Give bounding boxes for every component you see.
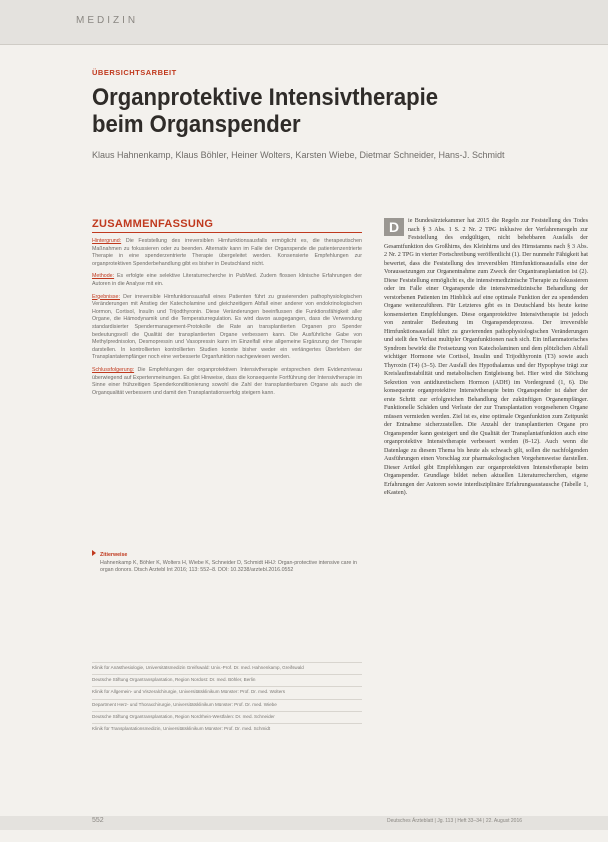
citation-label: Zitierweise — [100, 552, 128, 558]
footnote: Klinik für Transplantationsmedizin, Universitätsklinikum Münster: Prof. Dr. med. Schmidt — [92, 723, 362, 735]
footnote: Klinik für Anästhesiologie, Universitätsmedizin Greifswald: Univ.-Prof. Dr. med. Hahnenkamp, Greifswald — [92, 662, 362, 674]
abstract-divider — [92, 232, 362, 233]
page-number: 552 — [92, 817, 104, 824]
body-paragraph: ie Bundesärztekammer hat 2015 die Regeln zur Feststellung des Todes nach § 3 Abs. 1 S. 2 Nr. 2 TPG inklusive der Verfahrensregeln zur Feststellung des endgültigen, nicht behebbaren Ausfalls der Gesamtfunktion des Großhirns, des Kleinhirns und des Hirnstamms nach § 3 Abs. 2 Nr. 2 TPG in vierter Fortschreibung veröffentlicht (1). Der nunmehr Fähigkeit hat bewertet, dass die Feststellung des irreversiblen Hirnfunktionsausfalls eine der Voraussetzungen zur Organentnahme zum Zweck der Organtransplantation ist (2). Diese Feststellung ermöglicht es, die intensivmedizinische Therapie zu fokussieren oder im Falle einer Organspende die intensivmedizinische Behandlung der verstorbenen Patienten im Hinblick auf eine optimale Funktion der zu spendenden Organe weiterzuführen. Für Letzteres gibt es in Deutschland bis heute keine konsensierten Empfehlungen. Diese organprotektive Intensivtherapie ist jedoch von zentraler Bedeutung im Organspendeprozess. Der irreversible Hirnfunktionsausfall führt zu gravierenden pathophysiologischen Veränderungen und stellt den Verlust multipler Organfunktionen nach sich. Ein inflammatorisches Syndrom bewirkt die Freisetzung von Katecholaminen und dem plötzlichen Abfall wichtiger Hormone wie Cortisol, Insulin und Trijodthyronin (T3) sowie auch Thyroxin (T4) (3–5). Der Ausfall des Hypothalamus und der Hypophyse trägt zur Kreislaufinstabilität und metabolischen Entgleisung bei. Hier wird die Stöchung Sekretion von antidiuretischem Hormon (ADH) im Vordergrund (1, 6). Die konsequente organprotektive Intensivtherapie beim Organspender ist daher der erste Schritt zur erfolgreichen Behandlung der zukünftigen Organempfänger. Funktionelle Schäden und Verluste der zur Transplantation vorgesehenen Organe müssen vermieden werden. Ziel ist es, eine optimale Organfunktion zum Zeitpunkt der Entnahme sicherzustellen. Die Anzahl der transplantierten Organe pro Organspender kann gesteigert und die Qualität der Transplantatfunktion auch eine organprotektive Intensivtherapie verbessert werden (8–12). Auch wenn die Datenlage zu diesem Thema bis heute als schwach gilt, sollen die nachfolgenden Ausführungen einen Vorschlag zur pharmakologischen Vorgehensweise darstellen. Dieser Artikel gibt Empfehlungen zur organprotektiven Intensivtherapie beim Organspender. Grundlage bildet neben aktuellen Literaturrecherchen, eigene Erfahrungen der Autoren sowie interdisziplinäre Erfahrungsaustausche (Tabelle 1, eKasten). — [384, 218, 588, 496]
footnote: Department Herz- und Thoraxchirurgie, Universitätsklinikum Münster: Prof. Dr. med. Wiebe — [92, 699, 362, 711]
abstract-method — [92, 273, 362, 288]
citation-text: Hahnenkamp K, Böhler K, Wolters H, Wiebe K, Schneider D, Schmidt HHJ: Organ-protective intensive care in organ donors. Dtsch Arztebl Int 2016; 113: 552–8. DOI: 10.3238/arztebl.2016.0552 — [100, 559, 357, 574]
abstract-heading: ZUSAMMENFASSUNG — [92, 218, 214, 230]
journal-reference: Deutsches Ärzteblatt | Jg. 113 | Heft 33–34 | 22. August 2016 — [387, 818, 522, 824]
title-line-2: beim Organspender — [92, 111, 301, 138]
abstract-background — [92, 238, 362, 268]
method-label: Methode: — [92, 273, 115, 280]
background-label: Hintergrund: — [92, 238, 122, 244]
article-kicker: ÜBERSICHTSARBEIT — [92, 68, 177, 77]
arrow-icon — [92, 550, 96, 556]
abstract-text — [92, 238, 362, 402]
drop-cap: D — [384, 218, 404, 236]
body-text-column — [384, 217, 588, 498]
method-text: Es erfolgte eine selektive Literaturrecherche in PubMed. Zudem flossen klinische Erfahrungen der Autoren in die Analyse mit ein. — [92, 273, 362, 287]
abstract-conclusion — [92, 367, 362, 397]
abstract-results — [92, 294, 362, 362]
conclusion-label: Schlussfolgerung: — [92, 366, 135, 373]
author-list: Klaus Hahnenkamp, Klaus Böhler, Heiner Wolters, Karsten Wiebe, Dietmar Schneider, Hans-J. Schmidt — [92, 150, 505, 160]
conclusion-text: Die Empfehlungen der organprotektiven Intensivtherapie entsprechen dem Evidenzniveau überwiegend auf Expertenmeinungen. Es gibt Hinweise, dass die konsequente Fortführung der Intensivtherapie im Sinne einer frühzeitigen Spenderkonditionierung sowohl die Zahl der transplantierbaren Organe als auch die Organqualität verbessern und damit den Transplantationserfolg steigern kann. — [92, 366, 362, 396]
footnote: Deutsche Stiftung Organtransplantation, Region Nordrhein-Westfalen: Dr. med. Schneider — [92, 711, 362, 723]
footnote: Klinik für Allgemein- und Viszeralchirurgie, Universitätsklinikum Münster: Prof. Dr. med. Wolters — [92, 686, 362, 698]
title-line-1: Organprotektive Intensivtherapie — [92, 84, 439, 111]
background-text: Die Feststellung des irreversiblen Hirnfunktionsausfalls ermöglicht es, die therapeutischen Maßnahmen zu fokussieren oder zu beenden. Alternativ kann im Falle der Organspende die patientenzentrierte Therapie in eine spenderzentrierte Therapie übergeleitet werden. Konsensierte Empfehlungen zur organprotektiven Spenderbehandlung gibt es bisher in Deutschland nicht. — [92, 238, 362, 267]
section-header-bar — [0, 0, 608, 45]
footnote: Deutsche Stiftung Organtransplantation, Region Nordost: Dr. med. Böhler, Berlin — [92, 674, 362, 686]
section-label: MEDIZIN — [76, 15, 139, 26]
results-text: Der irreversible Hirnfunktionsausfall eines Patienten führt zu gravierenden pathophysiologischen Veränderungen mit Anstieg der Katecholamine und gleichzeitigem Abfall einer anderer von endokrinologischen Hormon, Cortisol, Insulin und Trijodthyronin. Diese Veränderungen beeinflussen die Funktionsfähigkeit aller Organe, die Hämodynamik und die Temperaturregulation. Es wird davon ausgegangen, dass die Verwendung standardisierter Spendermanagement-Protokolle die Rate an transplantierten Organen pro Spender bedeutungsvoll die Qualität der transplantierten Organe verbessern kann. Die Ausführliche Gabe von Methylprednisolon, Desmopressin und Vasopressin kann im Einzelfall eine allgemeine Ergänzung der Therapie darstellen. In kontrollierten kontrollierten Studien konnte bisher weder ein verlängertes Überleben der Transplantatempfänger noch eine verbesserte Organfunktion nachgewiesen werden. — [92, 293, 362, 361]
affiliation-footnotes — [92, 662, 362, 735]
citation-block — [92, 550, 362, 575]
results-label: Ergebnisse: — [92, 293, 120, 300]
article-title — [92, 84, 488, 138]
